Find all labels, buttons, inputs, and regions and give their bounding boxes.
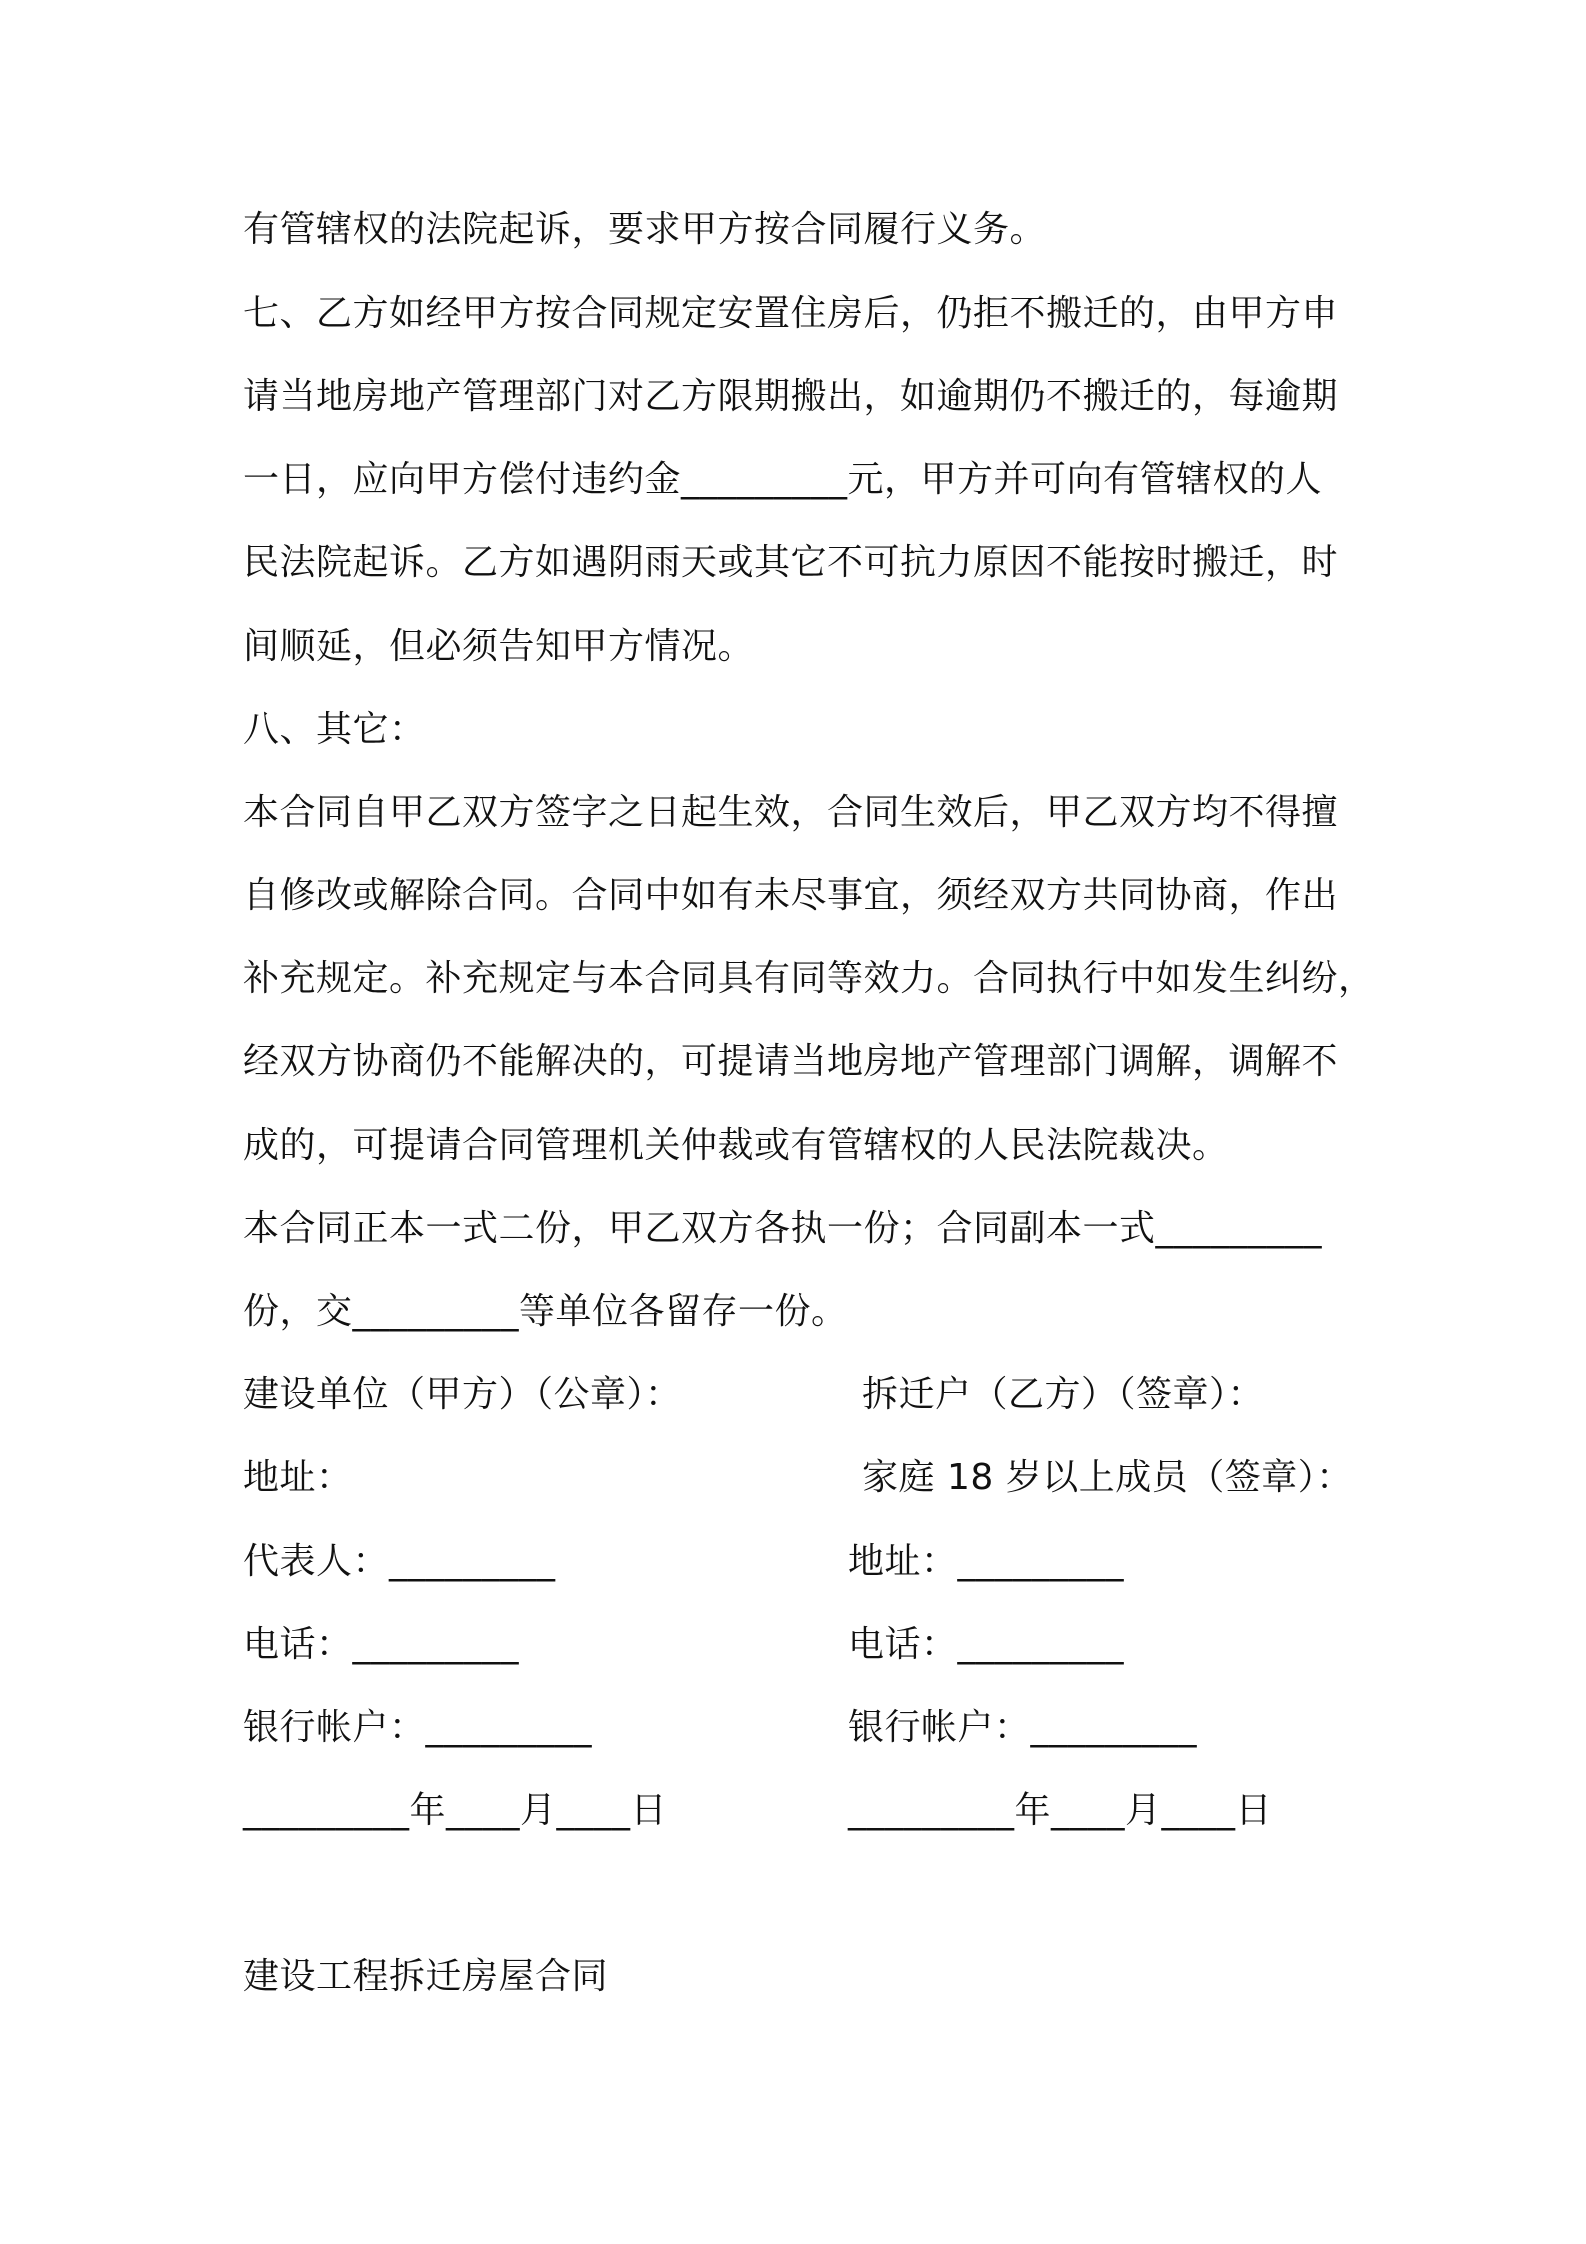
party-a-title: 建设单位（甲方）（公章）： (243, 1374, 682, 1415)
paragraph-line: 成的，可提请合同管理机关仲裁或有管辖权的人民法院裁决。 (243, 1125, 1229, 1166)
party-b-bank-account: 银行帐户：_________ (848, 1707, 1198, 1748)
paragraph-line: 间顺延，但必须告知甲方情况。 (243, 626, 755, 667)
paragraph-line: 请当地房地产管理部门对乙方限期搬出，如逾期仍不搬迁的，每逾期 (243, 376, 1339, 417)
section-heading: 八、其它： (243, 709, 426, 750)
paragraph-line: 民法院起诉。乙方如遇阴雨天或其它不可抗力原因不能按时搬迁，时 (243, 542, 1339, 583)
paragraph-line: 份，交_________等单位各留存一份。 (243, 1291, 848, 1332)
party-a-representative: 代表人：_________ (243, 1541, 556, 1582)
party-a-bank-account: 银行帐户：_________ (243, 1707, 593, 1748)
paragraph-line: 补充规定。补充规定与本合同具有同等效力。合同执行中如发生纠纷， (243, 958, 1375, 999)
paragraph-line: 有管辖权的法院起诉，要求甲方按合同履行义务。 (243, 209, 1047, 250)
paragraph-line: 经双方协商仍不能解决的，可提请当地房地产管理部门调解，调解不 (243, 1041, 1339, 1082)
party-b-address: 地址：_________ (848, 1541, 1125, 1582)
paragraph-line: 本合同正本一式二份，甲乙双方各执一份；合同副本一式_________ (243, 1208, 1323, 1249)
party-a-date: _________年____月____日 (243, 1790, 667, 1831)
party-b-date: _________年____月____日 (848, 1790, 1272, 1831)
next-document-title: 建设工程拆迁房屋合同 (243, 1956, 609, 1997)
party-b-family-members: 家庭 18 岁以上成员（签章）： (862, 1457, 1353, 1498)
party-a-address: 地址： (243, 1457, 353, 1498)
party-b-phone: 电话：_________ (848, 1624, 1125, 1665)
paragraph-line: 一日，应向甲方偿付违约金_________元，甲方并可向有管辖权的人 (243, 459, 1323, 500)
paragraph-line: 自修改或解除合同。合同中如有未尽事宜，须经双方共同协商，作出 (243, 875, 1339, 916)
party-b-title: 拆迁户（乙方）（签章）： (862, 1374, 1265, 1415)
paragraph-line: 本合同自甲乙双方签字之日起生效，合同生效后，甲乙双方均不得擅 (243, 792, 1339, 833)
paragraph-line: 七、乙方如经甲方按合同规定安置住房后，仍拒不搬迁的，由甲方申 (243, 293, 1339, 334)
party-a-phone: 电话：_________ (243, 1624, 520, 1665)
